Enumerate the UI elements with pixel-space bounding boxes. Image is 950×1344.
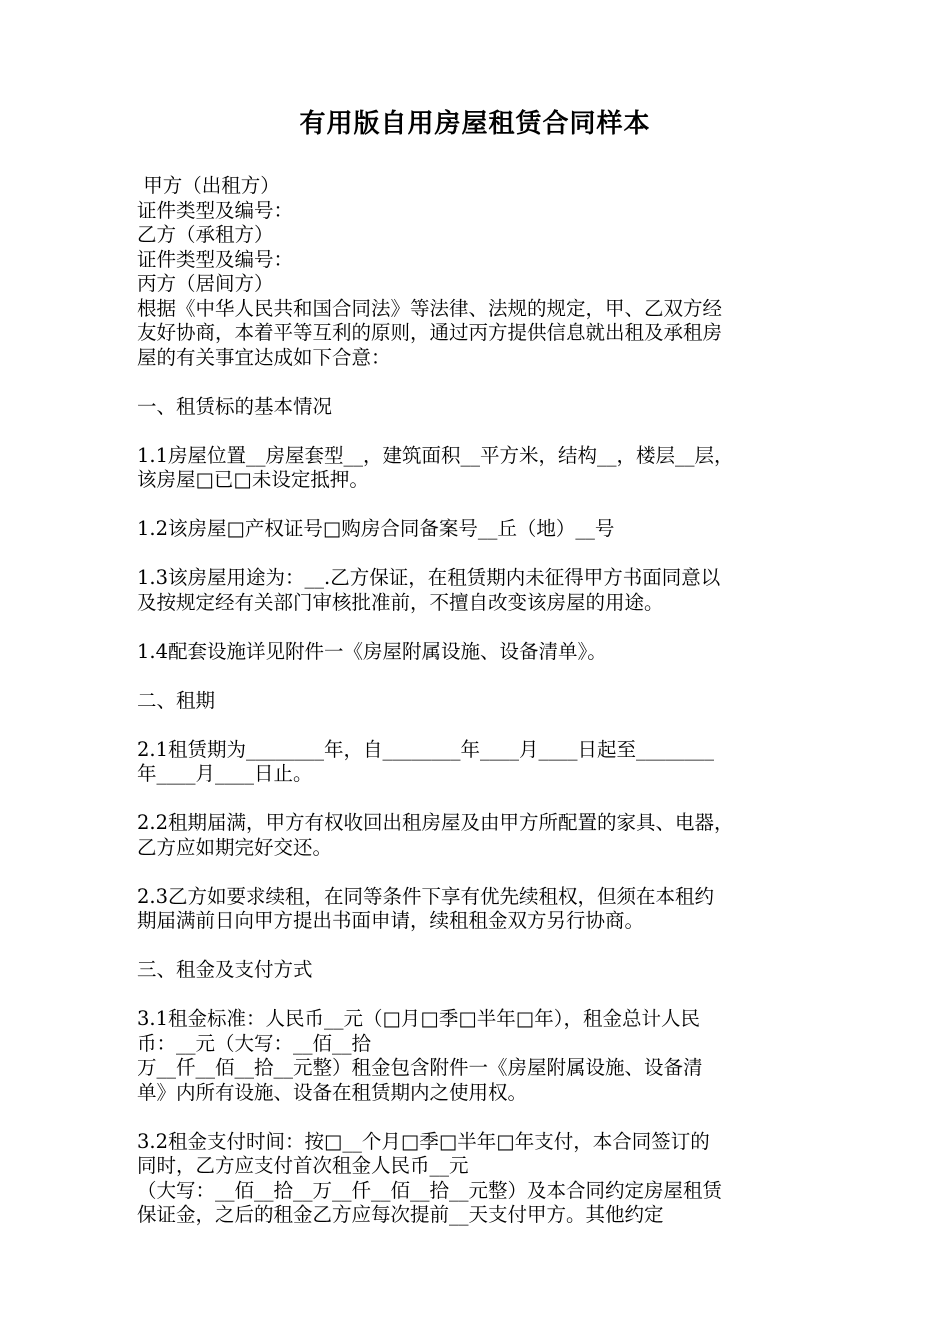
document-line: 万__仟__佰__拾__元整）租金包含附件一《房屋附属设施、设备清 (137, 1056, 703, 1079)
document-line: （大写：__佰__拾__万__仟__佰__拾__元整）及本合同约定房屋租赁 (137, 1178, 723, 1202)
blank-line (137, 542, 827, 567)
document-line: 3.1租金标准：人民币__元（□月□季□半年□年），租金总计人民 (137, 1007, 700, 1030)
blank-line (137, 983, 827, 1008)
document-line: 友好协商，本着平等互利的原则，通过丙方提供信息就出租及承租房 (137, 321, 723, 344)
document-line: 币：__元（大写：__佰__拾 (137, 1031, 372, 1055)
document-line: 1.2该房屋□产权证号□购房合同备案号__丘（地）__号 (137, 517, 615, 540)
blank-line (137, 493, 827, 518)
document-title: 有用版自用房屋租赁合同样本 (299, 109, 651, 139)
blank-line (137, 419, 827, 444)
document-line: 证件类型及编号： (137, 198, 294, 222)
document-line: 屋的有关事宜达成如下合意： (137, 345, 391, 369)
document-line: 丙方（居间方） (137, 272, 274, 295)
document-line: 年____月____日止。 (137, 762, 313, 785)
document-line: 该房屋□已□未设定抵押。 (137, 468, 369, 491)
blank-line (137, 934, 827, 959)
blank-line (137, 370, 827, 395)
document-line: 1.4配套设施详见附件一《房屋附属设施、设备清单》。 (137, 639, 607, 663)
document-line: 2.1租赁期为________年，自________年____月____日起至________ (137, 737, 715, 761)
document-line: 1.1房屋位置__房屋套型__，建筑面积__平方米，结构__，楼层__层， (137, 443, 734, 467)
document-line: 期届满前日向甲方提出书面申请，续租租金双方另行协商。 (137, 909, 645, 932)
blank-line (137, 1105, 827, 1130)
blank-line (137, 860, 827, 885)
document-body (137, 174, 827, 1228)
document-line: 三、租金及支付方式 (137, 958, 313, 981)
document-line: 乙方应如期完好交还。 (137, 835, 333, 859)
blank-line (137, 664, 827, 689)
document-line: 证件类型及编号： (137, 247, 294, 271)
document-line: 1.3该房屋用途为：__.乙方保证，在租赁期内未征得甲方书面同意以 (137, 566, 721, 589)
document-line: 甲方（出租方） (137, 174, 280, 197)
document-line: 单》内所有设施、设备在租赁期内之使用权。 (137, 1080, 528, 1104)
document-line: 二、租期 (137, 688, 216, 712)
blank-line (137, 615, 827, 640)
document-line: 2.3乙方如要求续租，在同等条件下享有优先续租权，但须在本租约 (137, 884, 715, 908)
document-line: 同时，乙方应支付首次租金人民币__元 (137, 1154, 469, 1177)
blank-line (137, 787, 827, 812)
blank-line (137, 713, 827, 738)
document-line: 保证金，之后的租金乙方应每次提前__天支付甲方。其他约定 (137, 1203, 664, 1226)
document-line: 3.2租金支付时间：按□__个月□季□半年□年支付，本合同签订的 (137, 1129, 710, 1153)
document-line: 2.2租期届满，甲方有权收回出租房屋及由甲方所配置的家具、电器， (137, 811, 734, 834)
document-line: 乙方（承租方） (137, 223, 274, 246)
document-line: 一、租赁标的基本情况 (137, 394, 333, 418)
document-line: 根据《中华人民共和国合同法》等法律、法规的规定，甲、乙双方经 (137, 296, 723, 320)
document-line: 及按规定经有关部门审核批准前，不擅自改变该房屋的用途。 (137, 590, 664, 614)
